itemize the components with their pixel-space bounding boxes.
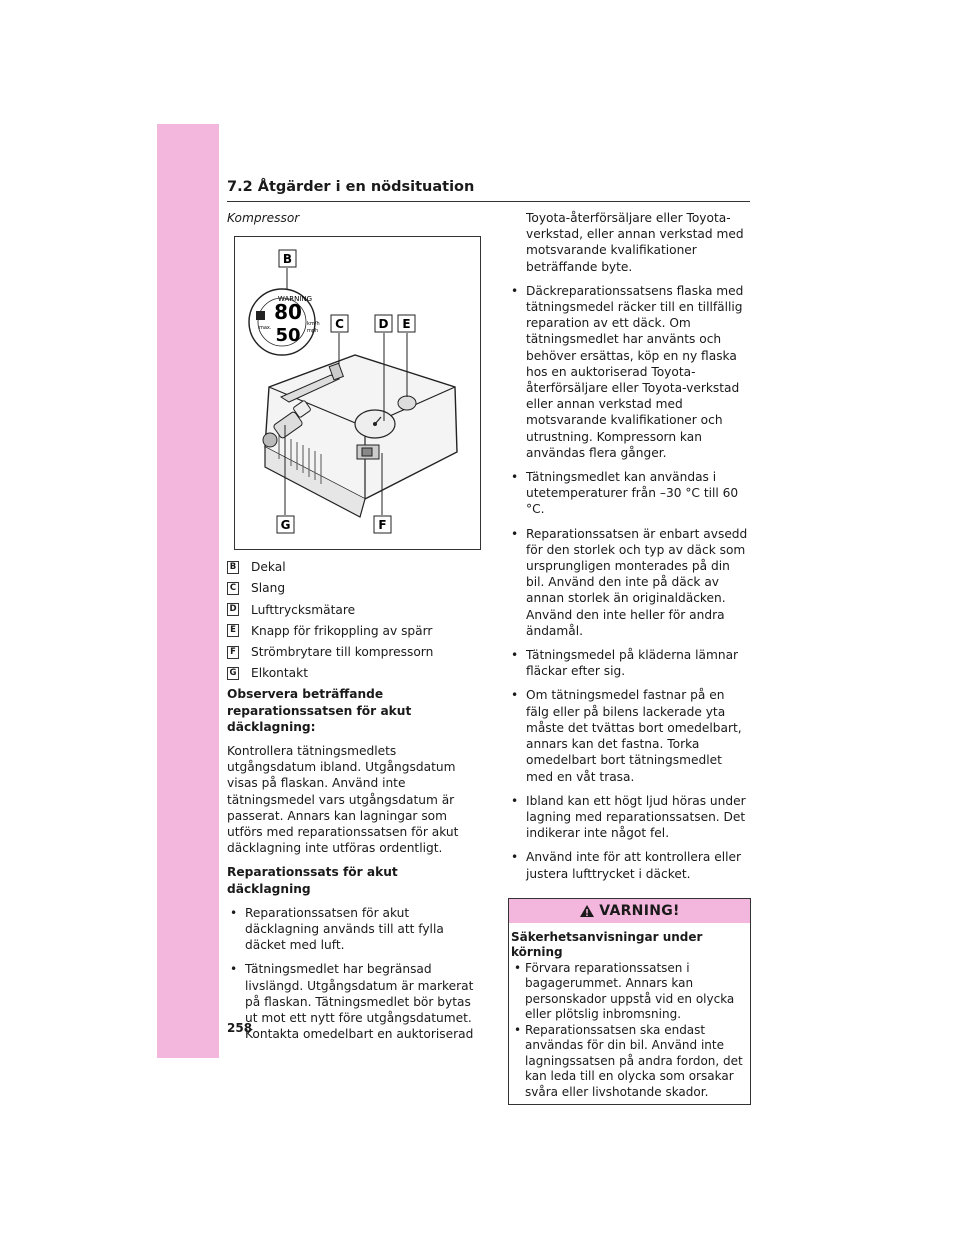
notice-heading: Observera beträffande reparationssatsen för akut däcklagning:	[227, 687, 412, 734]
header-divider	[227, 201, 750, 202]
right-column	[508, 210, 751, 1105]
section-header: 7.2 Åtgärder i en nödsituation	[227, 179, 475, 195]
callout-e: E	[402, 317, 411, 332]
callout-d: D	[378, 317, 389, 332]
bullet-item: • Reparationssatsen för akut däcklagning används till att fylla däcket med luft.	[227, 905, 485, 954]
warning-decal	[249, 289, 320, 355]
bullet-item: • Tätningsmedel på kläderna lämnar fläckar efter sig.	[508, 647, 751, 679]
bullet-item: • Om tätningsmedel fastnar på en fälg eller på bilens lackerade yta måste det tvättas bort omedelbart, annars kan det fastna. Torka omedelbart bort tätningsmedlet med en våt trasa.	[508, 687, 751, 784]
bullet-item: • Ibland kan ett högt ljud höras under lagning med reparationssatsen. Det indikerar inte något fel.	[508, 793, 751, 842]
legend-label: Knapp för frikoppling av spärr	[251, 623, 433, 638]
warning-subheading: Säkerhetsanvisningar under körning	[511, 929, 703, 960]
legend-label: Slang	[251, 581, 286, 596]
legend-label: Dekal	[251, 560, 286, 575]
legend-item	[227, 602, 485, 618]
compressor-figure	[234, 236, 481, 550]
legend-key: D	[227, 603, 239, 616]
warning-triangle-icon	[579, 904, 595, 918]
legend-item	[227, 665, 485, 681]
decal-max-label: max.	[259, 325, 272, 332]
left-column	[227, 210, 485, 1050]
page-number: 258	[227, 1021, 253, 1035]
callout-c: C	[335, 317, 344, 332]
figure-legend	[227, 559, 485, 681]
warning-header	[509, 899, 750, 923]
bullet-item: • Däckreparationssatsens flaska med tätningsmedel räcker till en tillfällig reparation av ett däck. Om tätningsmedlet har använts och behöver ersättas, köp en ny flaska hos en auktoriserad Toyota-återförsäljare eller Toyota-verkstad eller annan verkstad med motsvarande kvalifikationer och utrustning. Kompressorn kan användas flera gånger.	[508, 283, 751, 461]
decal-speed-max: 80	[274, 300, 302, 325]
legend-item	[227, 559, 485, 575]
legend-key: C	[227, 582, 239, 595]
legend-item	[227, 580, 485, 596]
callout-g: G	[280, 518, 291, 533]
compressor-illustration	[235, 237, 480, 549]
warning-bullet: • Reparationssatsen ska endast användas för din bil. Använd inte lagningssatsen på andra fordon, det kan leda till en olycka som orsakar svåra eller livshotande skador.	[511, 1023, 746, 1101]
legend-key: F	[227, 646, 239, 659]
decal-speed-rec: 50	[275, 325, 301, 347]
legend-key: B	[227, 561, 239, 574]
legend-label: Lufttrycksmätare	[251, 602, 356, 617]
callout-f: F	[378, 518, 387, 533]
decal-warning-label: WARNING	[277, 295, 313, 304]
warning-bullet: • Förvara reparationssatsen i bagagerummet. Annars kan personskador uppstå vid en olycka eller plötslig inbromsning.	[511, 961, 746, 1023]
figure-caption: Kompressor	[227, 211, 300, 225]
legend-label: Strömbrytare till kompressorn	[251, 645, 434, 660]
manual-page	[219, 124, 803, 1099]
legend-item	[227, 623, 485, 639]
legend-item	[227, 644, 485, 660]
warning-box	[508, 898, 751, 1106]
notice-text: Kontrollera tätningsmedlets utgångsdatum ibland. Utgångsdatum visas på flaskan. Använd inte tätningsmedel vars utgångsdatum är passerat. Annars kan lagningar som utförs med reparationssatsen för akut däcklagning inte utföras ordentligt.	[227, 744, 459, 856]
legend-key: G	[227, 667, 239, 680]
legend-key: E	[227, 624, 239, 637]
bullet-continuation: Toyota-återförsäljare eller Toyota-verkstad, eller annan verkstad med motsvarande kvalifikationer beträffande byte.	[526, 211, 744, 274]
bullet-item: • Använd inte för att kontrollera eller justera lufttrycket i däcket.	[508, 849, 751, 881]
warning-body	[509, 923, 750, 1105]
callout-b: B	[282, 252, 293, 267]
decal-unit-kmh: km/h	[307, 321, 320, 328]
release-button	[398, 396, 416, 410]
warning-title: VARNING!	[599, 902, 680, 919]
bullet-item: • Reparationssatsen är enbart avsedd för den storlek och typ av däck som ursprungligen monterades på din bil. Använd den inte på däck av annan storlek än originaldäcken. Använd den inte heller för andra ändamål.	[508, 526, 751, 639]
decal-unit-mph: mph	[307, 328, 319, 335]
chapter-sidebar-tab	[157, 124, 219, 1058]
kit-heading: Reparationssats för akut däcklagning	[227, 865, 398, 896]
bullet-item: • Tätningsmedlet kan användas i utetemperaturer från –30 °C till 60 °C.	[508, 469, 751, 518]
bullet-item: • Tätningsmedlet har begränsad livslängd. Utgångsdatum är markerat på flaskan. Tätningsmedlet bör bytas ut mot ett nytt före utgångsdatumet. Kontakta omedelbart en auktoriserad	[227, 961, 485, 1042]
legend-label: Elkontakt	[251, 666, 308, 681]
